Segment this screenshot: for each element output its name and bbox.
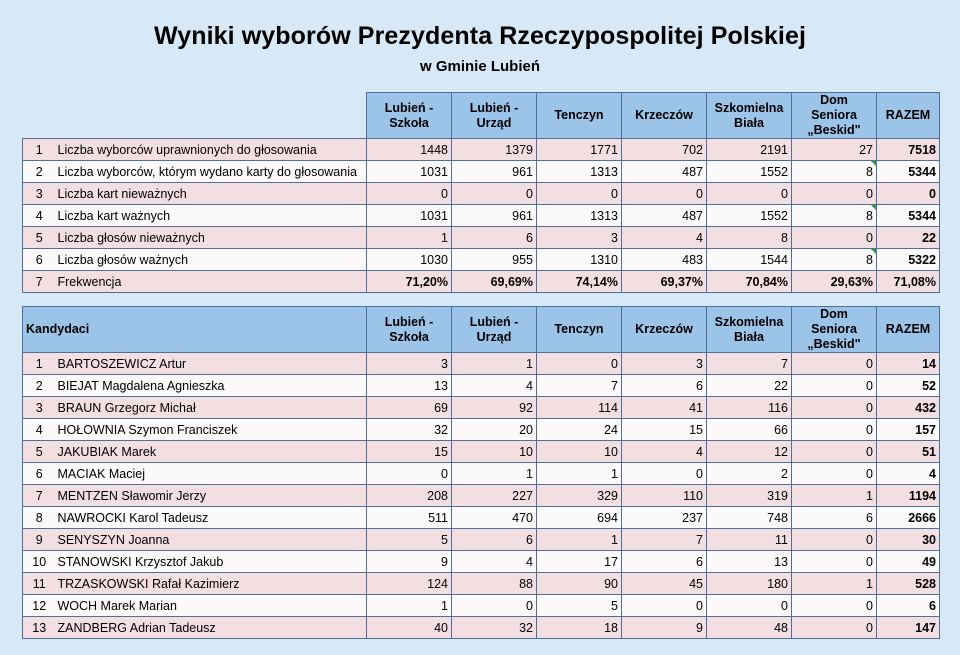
value-cell: 1031	[367, 205, 452, 227]
column-header	[707, 307, 792, 353]
value-cell: 15	[367, 441, 452, 463]
row-label: BIEJAT Magdalena Agnieszka	[56, 375, 367, 397]
value-cell: 10	[537, 441, 622, 463]
row-number: 6	[23, 249, 56, 271]
row-number: 10	[23, 551, 56, 573]
value-cell: 6	[622, 375, 707, 397]
page-subtitle: w Gminie Lubień	[419, 58, 540, 75]
value-cell: 9	[367, 551, 452, 573]
value-cell: 1313	[537, 205, 622, 227]
value-cell: 0	[622, 183, 707, 205]
row-number: 8	[23, 507, 56, 529]
value-cell: 319	[707, 485, 792, 507]
value-cell: 237	[622, 507, 707, 529]
value-cell: 1544	[707, 249, 792, 271]
total-cell: 71,08%	[877, 271, 940, 293]
value-cell: 5	[367, 529, 452, 551]
row-label: NAWROCKI Karol Tadeusz	[56, 507, 367, 529]
value-cell: 22	[707, 375, 792, 397]
row-number: 5	[23, 441, 56, 463]
table-row	[23, 161, 940, 183]
value-cell: 0	[792, 183, 877, 205]
row-label: Liczba wyborców uprawnionych do głosowania	[56, 139, 367, 161]
column-header-line2: Urząd	[476, 115, 512, 130]
column-header	[622, 93, 707, 139]
table-row	[23, 617, 940, 639]
value-cell: 10	[452, 441, 537, 463]
value-cell: 0	[792, 441, 877, 463]
total-cell: 49	[877, 551, 940, 573]
value-cell: 17	[537, 551, 622, 573]
column-header	[367, 307, 452, 353]
table-row	[23, 595, 940, 617]
row-label: Liczba kart nieważnych	[56, 183, 367, 205]
row-label: Liczba głosów ważnych	[56, 249, 367, 271]
row-number: 4	[23, 205, 56, 227]
value-cell: 27	[792, 139, 877, 161]
row-label: ZANDBERG Adrian Tadeusz	[56, 617, 367, 639]
total-cell: 528	[877, 573, 940, 595]
value-cell: 74,14%	[537, 271, 622, 293]
row-number: 3	[23, 183, 56, 205]
value-cell: 694	[537, 507, 622, 529]
table-row	[23, 507, 940, 529]
value-cell: 0	[792, 375, 877, 397]
value-cell: 227	[452, 485, 537, 507]
total-cell: 51	[877, 441, 940, 463]
total-cell: 30	[877, 529, 940, 551]
row-label: Liczba wyborców, którym wydano karty do głosowania	[56, 161, 367, 183]
value-cell: 0	[367, 463, 452, 485]
value-cell: 45	[622, 573, 707, 595]
value-cell: 329	[537, 485, 622, 507]
value-cell: 1	[367, 227, 452, 249]
value-cell: 1	[537, 463, 622, 485]
total-cell: 14	[877, 353, 940, 375]
table-row	[23, 441, 940, 463]
header-blank	[23, 93, 367, 139]
value-cell: 748	[707, 507, 792, 529]
value-cell: 6	[622, 551, 707, 573]
value-cell: 0	[792, 227, 877, 249]
table-row	[23, 573, 940, 595]
value-cell: 702	[622, 139, 707, 161]
total-cell: 1194	[877, 485, 940, 507]
value-cell: 4	[452, 375, 537, 397]
column-header-line1: Lubień -	[469, 314, 519, 329]
value-cell: 0	[367, 183, 452, 205]
value-cell: 1552	[707, 205, 792, 227]
value-cell: 0	[452, 595, 537, 617]
column-header	[792, 307, 877, 353]
value-cell: 0	[792, 397, 877, 419]
column-header-line1: Krzeczów	[635, 322, 693, 336]
value-cell: 70,84%	[707, 271, 792, 293]
table-row	[23, 485, 940, 507]
value-cell: 8	[792, 205, 877, 227]
value-cell: 4	[452, 551, 537, 573]
table-row	[23, 139, 940, 161]
value-cell: 8	[792, 161, 877, 183]
value-cell: 40	[367, 617, 452, 639]
row-label: HOŁOWNIA Szymon Franciszek	[56, 419, 367, 441]
row-number: 7	[23, 271, 56, 293]
value-cell: 24	[537, 419, 622, 441]
value-cell: 1	[367, 595, 452, 617]
row-number: 12	[23, 595, 56, 617]
column-header-line2: Urząd	[476, 329, 512, 344]
column-header-line2: Szkoła	[389, 115, 429, 130]
value-cell: 6	[452, 529, 537, 551]
value-cell: 88	[452, 573, 537, 595]
value-cell: 114	[537, 397, 622, 419]
column-header-line1: Krzeczów	[635, 108, 693, 122]
row-number: 7	[23, 485, 56, 507]
column-header	[452, 307, 537, 353]
candidates-table	[22, 306, 940, 639]
column-header-line1: Tenczyn	[554, 108, 604, 122]
value-cell: 1	[452, 353, 537, 375]
value-cell: 0	[707, 595, 792, 617]
value-cell: 7	[537, 375, 622, 397]
row-number: 1	[23, 353, 56, 375]
total-cell: 0	[877, 183, 940, 205]
column-header	[537, 307, 622, 353]
table-row	[23, 419, 940, 441]
row-number: 13	[23, 617, 56, 639]
value-cell: 41	[622, 397, 707, 419]
value-cell: 18	[537, 617, 622, 639]
column-header-line1: RAZEM	[885, 108, 931, 122]
value-cell: 0	[792, 419, 877, 441]
value-cell: 6	[792, 507, 877, 529]
value-cell: 12	[707, 441, 792, 463]
row-number: 11	[23, 573, 56, 595]
value-cell: 7	[707, 353, 792, 375]
value-cell: 9	[622, 617, 707, 639]
value-cell: 29,63%	[792, 271, 877, 293]
value-cell: 1313	[537, 161, 622, 183]
table-row	[23, 205, 940, 227]
row-label: SENYSZYN Joanna	[56, 529, 367, 551]
value-cell: 208	[367, 485, 452, 507]
value-cell: 20	[452, 419, 537, 441]
value-cell: 90	[537, 573, 622, 595]
column-header	[877, 307, 940, 353]
column-header	[707, 93, 792, 139]
row-number: 1	[23, 139, 56, 161]
value-cell: 1552	[707, 161, 792, 183]
value-cell: 92	[452, 397, 537, 419]
total-cell: 4	[877, 463, 940, 485]
column-header-line1: Lubień -	[384, 100, 434, 115]
row-label: JAKUBIAK Marek	[56, 441, 367, 463]
value-cell: 487	[622, 161, 707, 183]
value-cell: 124	[367, 573, 452, 595]
total-cell: 22	[877, 227, 940, 249]
row-label: BARTOSZEWICZ Artur	[56, 353, 367, 375]
total-cell: 147	[877, 617, 940, 639]
value-cell: 1	[792, 485, 877, 507]
value-cell: 3	[622, 353, 707, 375]
row-number: 2	[23, 375, 56, 397]
row-label: STANOWSKI Krzysztof Jakub	[56, 551, 367, 573]
table-row	[23, 397, 940, 419]
column-header-line2: „Beskid"	[807, 123, 861, 137]
value-cell: 13	[367, 375, 452, 397]
value-cell: 4	[622, 227, 707, 249]
value-cell: 1	[792, 573, 877, 595]
value-cell: 1031	[367, 161, 452, 183]
value-cell: 1310	[537, 249, 622, 271]
column-header-line1: Szkomielna	[714, 314, 784, 329]
value-cell: 483	[622, 249, 707, 271]
total-cell: 5344	[877, 161, 940, 183]
column-header	[877, 93, 940, 139]
table-row	[23, 271, 940, 293]
value-cell: 0	[452, 183, 537, 205]
row-number: 6	[23, 463, 56, 485]
value-cell: 0	[792, 463, 877, 485]
value-cell: 116	[707, 397, 792, 419]
value-cell: 8	[707, 227, 792, 249]
total-cell: 432	[877, 397, 940, 419]
value-cell: 955	[452, 249, 537, 271]
row-label: MACIAK Maciej	[56, 463, 367, 485]
column-header	[367, 93, 452, 139]
row-label: WOCH Marek Marian	[56, 595, 367, 617]
value-cell: 0	[792, 529, 877, 551]
table-row	[23, 375, 940, 397]
value-cell: 0	[537, 183, 622, 205]
row-number: 2	[23, 161, 56, 183]
value-cell: 0	[792, 617, 877, 639]
value-cell: 71,20%	[367, 271, 452, 293]
row-label: MENTZEN Sławomir Jerzy	[56, 485, 367, 507]
table-row	[23, 529, 940, 551]
column-header-line1: Lubień -	[384, 314, 434, 329]
value-cell: 11	[707, 529, 792, 551]
table-row	[23, 551, 940, 573]
total-cell: 2666	[877, 507, 940, 529]
row-label: BRAUN Grzegorz Michał	[56, 397, 367, 419]
value-cell: 1	[537, 529, 622, 551]
value-cell: 0	[622, 463, 707, 485]
value-cell: 1	[452, 463, 537, 485]
value-cell: 487	[622, 205, 707, 227]
value-cell: 0	[792, 595, 877, 617]
value-cell: 4	[622, 441, 707, 463]
value-cell: 69	[367, 397, 452, 419]
total-cell: 5344	[877, 205, 940, 227]
value-cell: 13	[707, 551, 792, 573]
column-header-line1: Dom Seniora	[811, 307, 857, 336]
total-cell: 7518	[877, 139, 940, 161]
value-cell: 3	[367, 353, 452, 375]
column-header	[792, 93, 877, 139]
row-number: 4	[23, 419, 56, 441]
value-cell: 6	[452, 227, 537, 249]
value-cell: 69,37%	[622, 271, 707, 293]
page-title: Wyniki wyborów Prezydenta Rzeczypospolitej Polskiej	[153, 22, 807, 50]
table-row	[23, 227, 940, 249]
column-header-line1: Szkomielna	[714, 100, 784, 115]
row-label: Liczba głosów nieważnych	[56, 227, 367, 249]
total-cell: 52	[877, 375, 940, 397]
table-row	[23, 183, 940, 205]
column-header	[537, 93, 622, 139]
row-label: Liczba kart ważnych	[56, 205, 367, 227]
row-label: Frekwencja	[56, 271, 367, 293]
column-header	[452, 93, 537, 139]
column-header	[622, 307, 707, 353]
value-cell: 1030	[367, 249, 452, 271]
value-cell: 110	[622, 485, 707, 507]
row-number: 9	[23, 529, 56, 551]
value-cell: 470	[452, 507, 537, 529]
column-header-line1: Dom Seniora	[811, 93, 857, 122]
value-cell: 0	[792, 353, 877, 375]
value-cell: 0	[792, 551, 877, 573]
column-header-line1: RAZEM	[885, 322, 931, 336]
summary-table	[22, 92, 940, 293]
value-cell: 5	[537, 595, 622, 617]
value-cell: 0	[537, 353, 622, 375]
value-cell: 2	[707, 463, 792, 485]
value-cell: 1379	[452, 139, 537, 161]
value-cell: 69,69%	[452, 271, 537, 293]
value-cell: 0	[622, 595, 707, 617]
row-number: 5	[23, 227, 56, 249]
value-cell: 32	[367, 419, 452, 441]
value-cell: 66	[707, 419, 792, 441]
value-cell: 15	[622, 419, 707, 441]
value-cell: 961	[452, 161, 537, 183]
value-cell: 961	[452, 205, 537, 227]
total-cell: 6	[877, 595, 940, 617]
column-header-line2: Biała	[734, 329, 764, 344]
value-cell: 7	[622, 529, 707, 551]
total-cell: 157	[877, 419, 940, 441]
value-cell: 2191	[707, 139, 792, 161]
value-cell: 48	[707, 617, 792, 639]
value-cell: 8	[792, 249, 877, 271]
column-header-line2: „Beskid"	[807, 337, 861, 351]
row-number: 3	[23, 397, 56, 419]
column-header-line1: Lubień -	[469, 100, 519, 115]
table-row	[23, 463, 940, 485]
value-cell: 180	[707, 573, 792, 595]
column-header-line2: Biała	[734, 115, 764, 130]
value-cell: 1771	[537, 139, 622, 161]
row-label: TRZASKOWSKI Rafał Kazimierz	[56, 573, 367, 595]
table-row	[23, 353, 940, 375]
total-cell: 5322	[877, 249, 940, 271]
column-header-line1: Tenczyn	[554, 322, 604, 336]
value-cell: 32	[452, 617, 537, 639]
column-header-line2: Szkoła	[389, 329, 429, 344]
value-cell: 0	[707, 183, 792, 205]
value-cell: 3	[537, 227, 622, 249]
candidates-header: Kandydaci	[23, 307, 367, 353]
value-cell: 511	[367, 507, 452, 529]
value-cell: 1448	[367, 139, 452, 161]
table-row	[23, 249, 940, 271]
